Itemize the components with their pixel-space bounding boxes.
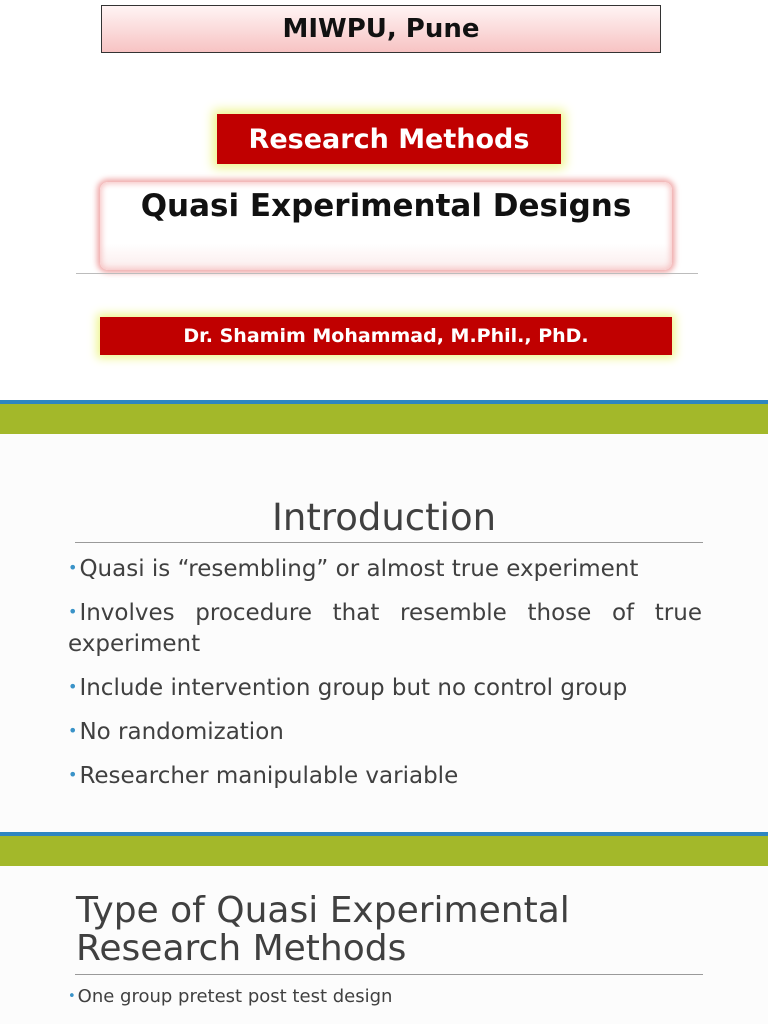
introduction-slide xyxy=(0,434,768,832)
author-banner: Dr. Shamim Mohammad, M.Phil., PhD. xyxy=(100,317,672,355)
institution-banner: MIWPU, Pune xyxy=(101,5,661,53)
slide-divider-green xyxy=(0,404,768,434)
introduction-bullet-list xyxy=(68,552,702,803)
bullet-icon: • xyxy=(68,677,78,696)
list-item xyxy=(68,552,702,585)
list-item xyxy=(68,596,702,660)
subject-banner: Research Methods xyxy=(217,114,561,164)
title-slide xyxy=(0,0,768,400)
heading-divider xyxy=(75,974,703,975)
bullet-text: Researcher manipulable variable xyxy=(79,763,459,789)
bullet-text: One group pretest post test design xyxy=(77,986,393,1007)
types-heading xyxy=(76,892,716,968)
bullet-text: No randomization xyxy=(79,719,284,745)
list-item xyxy=(68,984,702,1010)
bullet-text: Quasi is “resembling” or almost true experiment xyxy=(79,556,639,582)
bullet-icon: • xyxy=(68,558,78,577)
slide-divider-green xyxy=(0,836,768,866)
list-item xyxy=(68,671,702,704)
types-heading-line: Type of Quasi Experimental xyxy=(76,890,570,931)
types-slide xyxy=(0,866,768,1024)
types-heading-line: Research Methods xyxy=(76,928,407,969)
bullet-icon: • xyxy=(68,721,78,740)
list-item xyxy=(68,759,702,792)
bullet-icon: • xyxy=(68,989,76,1004)
introduction-heading: Introduction xyxy=(271,496,497,539)
bullet-icon: • xyxy=(68,602,78,621)
title-divider xyxy=(76,273,698,274)
bullet-icon: • xyxy=(68,765,78,784)
types-bullet-list xyxy=(68,984,702,1010)
heading-divider xyxy=(75,542,703,543)
list-item xyxy=(68,715,702,748)
bullet-text: Include intervention group but no control group xyxy=(79,675,628,701)
bullet-text: Involves procedure that resemble those of true experiment xyxy=(68,600,702,657)
slide-title: Quasi Experimental Designs xyxy=(100,182,672,270)
